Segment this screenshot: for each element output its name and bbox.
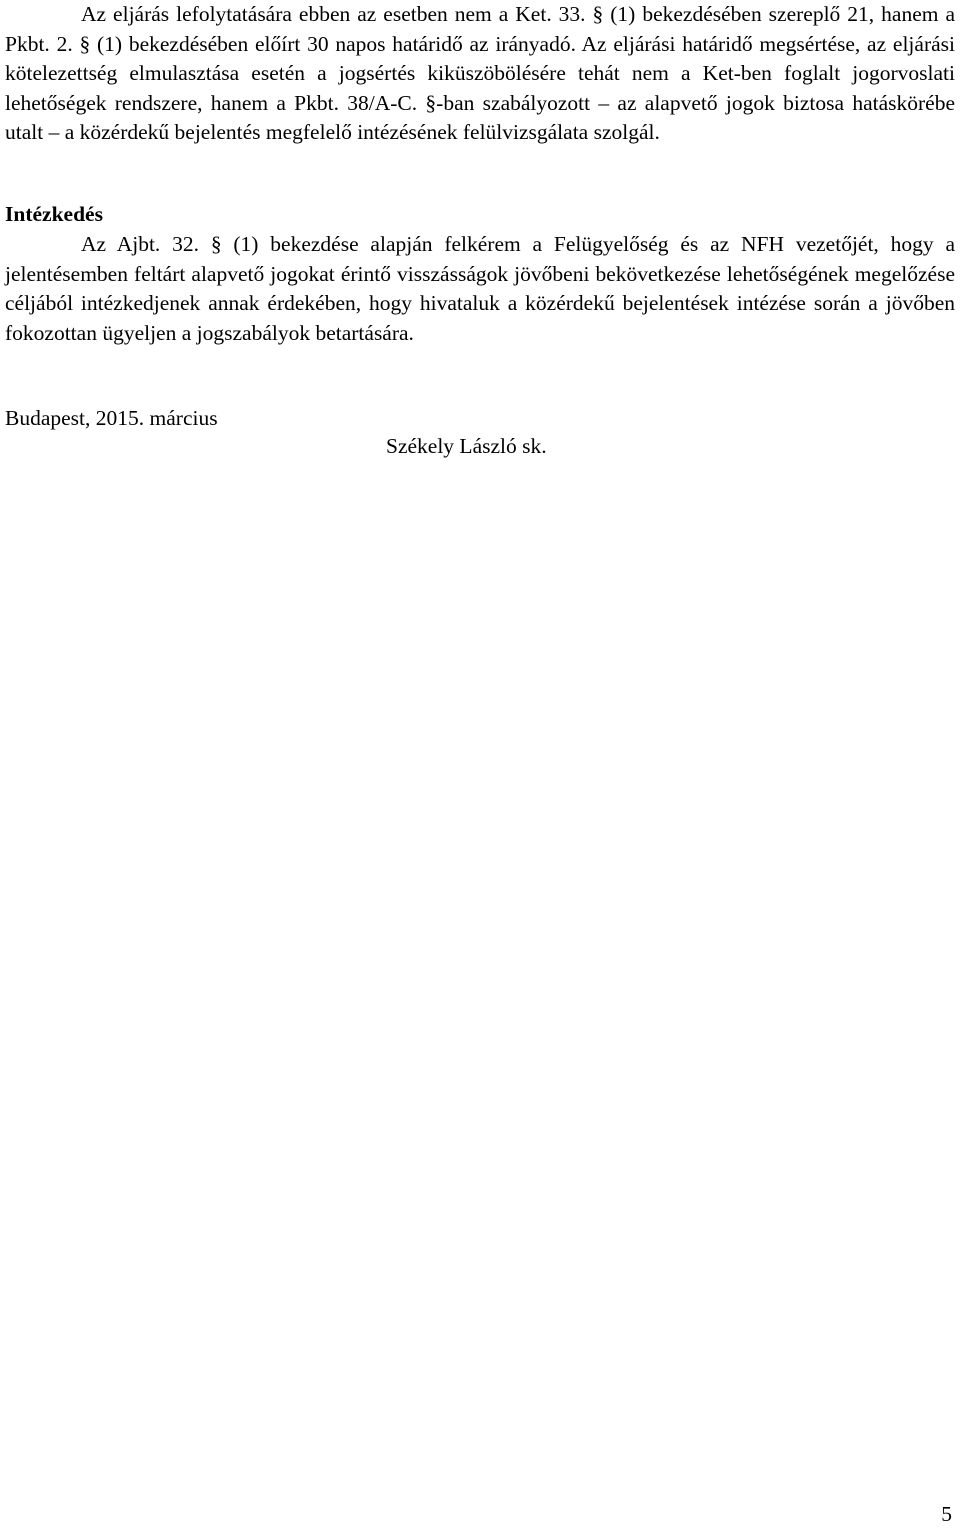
body-paragraph-measures: Az Ajbt. 32. § (1) bekezdése alapján felkérem a Felügyelőség és az NFH vezetőjét, hogy a jelentésemben feltárt alapvető jogokat érintő visszásságok jövőbeni bekövetkezése lehetőségének megelőzése céljából intézkedjenek annak érdekében, hogy hivataluk a közérdekű bejelentések intézése során a jövőben fokozottan ügyeljen a jogszabályok betartására. [5,232,955,345]
section-heading-intezkedes: Intézkedés [5,202,103,226]
signature-line: Székely László sk. [386,434,547,458]
page-number: 5 [941,1502,952,1526]
place-and-date: Budapest, 2015. március [5,406,218,430]
body-paragraph-procedure-deadline: Az eljárás lefolytatására ebben az esetben nem a Ket. 33. § (1) bekezdésében szereplő 21, hanem a Pkbt. 2. § (1) bekezdésében előírt 30 napos határidő az irányadó. Az eljárási határidő megsértése, az eljárási kötelezettség elmulasztása esetén a jogsértés kiküszöbölésére tehát nem a Ket-ben foglalt jogorvoslati lehetőségek rendszere, hanem a Pkbt. 38/A-C. §-ban szabályozott – az alapvető jogok biztosa hatáskörébe utalt – a közérdekű bejelentés megfelelő intézésének felülvizsgálata szolgál. [5,2,955,144]
